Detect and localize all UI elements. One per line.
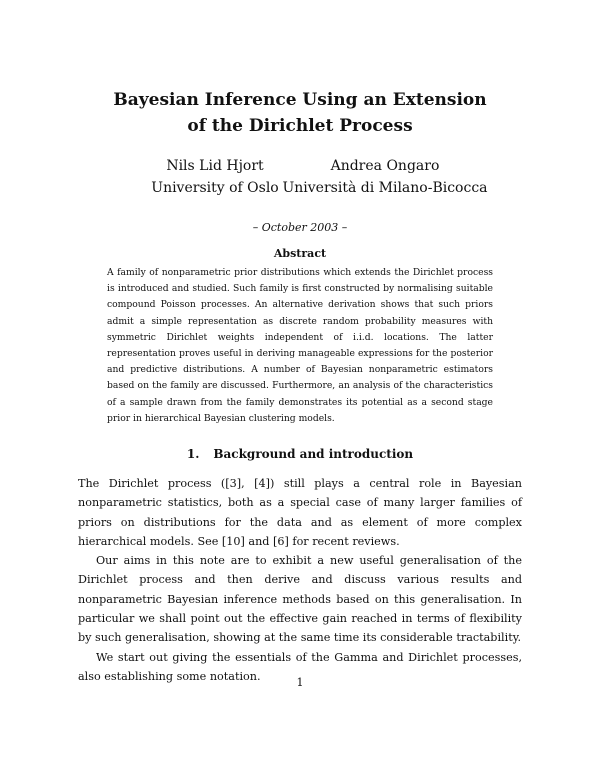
paper-title-line-1: Bayesian Inference Using an Extension	[113, 90, 487, 110]
abstract-text: A family of nonparametric prior distributions which extends the Dirichlet process is introduced and studied. Such family is first constructed by normalising suitable compound Poisson processes. An alternative derivation shows that such priors admit a simple representation as discrete random probability measures with symmetric Dirichlet weights independent of i.i.d. locations. The latter representation proves useful in deriving manageable expressions for the posterior and predictive distributions. A number of Bayesian nonparametric estimators based on the family are discussed. Furthermore, an analysis of the characteristics of a sample drawn from the family demonstrates its potential as a second stage prior in hierarchical Bayesian clustering models.	[107, 267, 493, 424]
author-block-2	[270, 155, 500, 199]
author-affiliation-1: University of Oslo	[151, 180, 279, 196]
paper-date: – October 2003 –	[252, 221, 348, 234]
paragraph-2: Our aims in this note are to exhibit a new useful generalisation of the Dirichlet process and then derive and discuss various results and nonparametric Bayesian inference methods based on this generalisation. In particular we shall point out the effective gain reached in terms of flexibility by such generalisation, showing at the same time its considerable tractability.	[78, 554, 522, 645]
abstract-heading: Abstract	[273, 247, 327, 260]
body-text	[78, 474, 522, 686]
author-name-1: Nils Lid Hjort	[166, 158, 264, 174]
paragraph-1: The Dirichlet process ([3], [4]) still plays a central role in Bayesian nonparametric statistics, both as a special case of many larger families of priors on distributions for the data and as element of more complex hierarchical models. See [10] and [6] for recent reviews.	[78, 477, 522, 548]
section-number: 1.	[186, 447, 200, 461]
page-number: 1	[296, 676, 304, 689]
author-affiliation-2: Università di Milano-Bicocca	[282, 180, 488, 196]
section-heading	[0, 447, 600, 461]
author-name-2: Andrea Ongaro	[330, 158, 440, 174]
section-title: Background and introduction	[213, 447, 414, 461]
paragraph-3: We start out giving the essentials of the Gamma and Dirichlet processes, also establishing some notation.	[78, 650, 522, 683]
paper-title-line-2: of the Dirichlet Process	[187, 116, 413, 136]
